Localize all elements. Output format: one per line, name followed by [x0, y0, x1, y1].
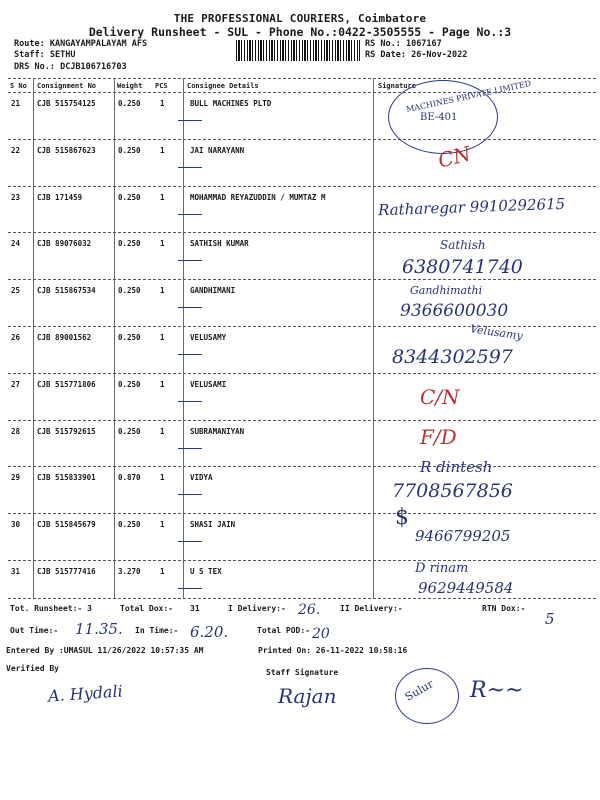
row-25-signature: Gandhimathi — [410, 284, 483, 297]
col-divider — [373, 78, 374, 598]
row-sno: 21 — [11, 99, 21, 108]
delivery-tick-mark — [178, 167, 202, 168]
staff-signature-scribble: R~~ — [470, 678, 524, 703]
printed-on: Printed On: 26-11-2022 10:58:16 — [258, 646, 408, 655]
company-title: THE PROFESSIONAL COURIERS, Coimbatore — [173, 12, 427, 25]
col-divider — [33, 78, 34, 598]
ii-delivery-label: II Delivery:- — [340, 604, 403, 613]
delivery-tick-mark — [178, 260, 202, 261]
row-consignment: CJB 515845679 — [37, 520, 96, 530]
row-sno: 25 — [11, 286, 21, 296]
row-pcs: 1 — [160, 520, 165, 530]
staff-value: SETHU — [49, 50, 76, 60]
row-pcs: 1 — [160, 567, 165, 576]
runsheet-title: Delivery Runsheet - SUL - Phone No.:0422-3505555 - Page No.:3 — [88, 25, 512, 39]
row-pcs: 1 — [160, 286, 165, 296]
total-pod-label: Total POD:- — [257, 626, 310, 635]
row-consignment: CJB 515792615 — [37, 426, 96, 436]
in-time-value: 6.20. — [190, 623, 229, 641]
row-consignment: CJB 515771806 — [37, 379, 96, 389]
row-weight: 0.250 — [118, 426, 141, 436]
row-consignee: GANDHIMANI — [190, 286, 236, 296]
row-divider — [8, 186, 596, 187]
row-weight: 0.250 — [118, 99, 141, 108]
col-signature: Signature — [378, 82, 416, 90]
row-29-phone: 7708567856 — [392, 480, 513, 502]
out-time-label: Out Time:- — [10, 626, 59, 635]
row-21-mark: CN — [435, 141, 474, 173]
row-28-mark: F/D — [420, 425, 457, 449]
table-bottom-rule — [8, 598, 596, 599]
staff-label: Staff: — [14, 50, 45, 60]
row-27-mark: C/N — [420, 385, 460, 409]
rtn-dox-label: RTN Dox:- — [482, 604, 526, 613]
row-31-phone: 9629449584 — [418, 579, 514, 597]
row-sno: 26 — [11, 333, 21, 342]
row-30-scribble-icon: $ — [395, 505, 409, 530]
staff-line — [14, 50, 75, 60]
col-consignee: Consignee Details — [187, 82, 259, 90]
row-31-signature: D rinam — [415, 561, 469, 576]
row-divider — [8, 139, 596, 140]
out-time-value: 11.35. — [75, 620, 123, 638]
row-divider — [8, 560, 596, 561]
drs-line — [14, 62, 127, 72]
verified-by-label: Verified By — [6, 664, 59, 673]
row-consignee: JAI NARAYANN — [190, 145, 245, 155]
company-stamp-text: MACHINES PRIVATE LIMITED — [405, 78, 532, 115]
row-pcs: 1 — [160, 99, 165, 108]
row-pcs: 1 — [160, 239, 165, 249]
staff-signature-label: Staff Signature — [266, 668, 339, 677]
entered-by: Entered By :UMASUL 11/26/2022 10:57:35 AM — [6, 646, 204, 655]
row-weight: 3.270 — [118, 567, 141, 576]
delivery-tick-mark — [178, 494, 202, 495]
col-pcs: PCS — [155, 82, 168, 90]
row-divider — [8, 232, 596, 233]
row-pcs: 1 — [160, 473, 165, 483]
row-consignee: SATHISH KUMAR — [190, 239, 249, 249]
i-delivery-label: I Delivery:- — [228, 604, 286, 613]
row-consignee: SUBRAMANIYAN — [190, 426, 245, 436]
delivery-tick-mark — [178, 588, 202, 589]
rs-date-label: RS Date: — [365, 50, 406, 60]
row-weight: 0.870 — [118, 473, 141, 483]
row-consignee: VIDYA — [190, 473, 213, 483]
col-weight: Weight — [117, 82, 143, 90]
rs-no-label: RS No.: — [365, 39, 401, 49]
drs-value: DCJB106716703 — [60, 62, 127, 72]
row-weight: 0.250 — [118, 286, 141, 296]
barcode — [236, 40, 360, 61]
row-divider — [8, 466, 596, 467]
col-divider — [183, 78, 184, 598]
row-29-signature: R dintesh — [420, 458, 493, 476]
rs-date-line — [365, 50, 467, 60]
row-weight: 0.250 — [118, 145, 141, 155]
row-divider — [8, 279, 596, 280]
row-consignment: CJB 515754125 — [37, 99, 96, 108]
row-sno: 30 — [11, 520, 21, 530]
row-weight: 0.250 — [118, 520, 141, 530]
total-dox-label: Total Dox:- — [120, 604, 173, 613]
row-26-signature: Velusamy — [469, 322, 524, 343]
row-consignment: CJB 515867534 — [37, 286, 96, 296]
route-label: Route: — [14, 39, 45, 49]
row-divider — [8, 420, 596, 421]
row-25-phone: 9366600030 — [400, 301, 509, 321]
row-weight: 0.250 — [118, 239, 141, 249]
staff-signature: Rajan — [278, 684, 337, 708]
i-delivery-value: 26. — [298, 602, 321, 618]
row-26-phone: 8344302597 — [392, 346, 513, 368]
delivery-tick-mark — [178, 307, 202, 308]
row-consignment: CJB 171459 — [37, 192, 83, 202]
row-consignment: CJB 515833901 — [37, 473, 96, 483]
delivery-tick-mark — [178, 541, 202, 542]
rtn-dox-value: 5 — [545, 610, 555, 628]
branch-stamp-text: Sulur — [402, 677, 436, 704]
row-sno: 23 — [11, 192, 21, 202]
row-pcs: 1 — [160, 145, 165, 155]
verified-by-signature: A. Hydali — [47, 681, 124, 706]
delivery-tick-mark — [178, 448, 202, 449]
row-sno: 22 — [11, 145, 21, 155]
row-consignment: CJB 89076032 — [37, 239, 92, 249]
rs-date-value: 26-Nov-2022 — [411, 50, 468, 60]
row-pcs: 1 — [160, 333, 165, 342]
col-sno: S No — [10, 82, 27, 90]
row-sno: 27 — [11, 379, 21, 389]
row-pcs: 1 — [160, 379, 165, 389]
row-consignee: BULL MACHINES PLTD — [190, 99, 272, 108]
row-consignee: MOHAMMAD REYAZUDDIN / MUMTAZ M — [190, 192, 326, 202]
row-consignment: CJB 515777416 — [37, 567, 96, 576]
row-sno: 28 — [11, 426, 21, 436]
row-weight: 0.250 — [118, 379, 141, 389]
total-dox-value: 31 — [190, 604, 200, 613]
row-consignee: VELUSAMY — [190, 333, 227, 342]
row-consignee: SHASI JAIN — [190, 520, 236, 530]
table-top-rule — [8, 78, 596, 79]
row-30-phone: 9466799205 — [415, 527, 511, 545]
route-value: KANGAYAMPALAYAM AFS — [49, 39, 148, 49]
col-divider — [114, 78, 115, 598]
company-stamp-code: BE-401 — [420, 112, 458, 123]
drs-label: DRS No.: — [14, 62, 55, 72]
row-sno: 29 — [11, 473, 21, 483]
row-sno: 24 — [11, 239, 21, 249]
delivery-tick-mark — [178, 120, 202, 121]
row-24-signature: Sathish — [440, 238, 486, 252]
row-consignee: VELUSAMI — [190, 379, 227, 389]
delivery-tick-mark — [178, 354, 202, 355]
row-divider — [8, 373, 596, 374]
tot-runsheet: Tot. Runsheet:- 3 — [10, 604, 92, 613]
row-weight: 0.250 — [118, 192, 141, 202]
row-consignment: CJB 89001562 — [37, 333, 92, 342]
rs-no-value: 1067167 — [405, 39, 442, 49]
row-pcs: 1 — [160, 426, 165, 436]
col-consignment: Consignment No — [37, 82, 97, 90]
row-consignee: U S TEX — [190, 567, 222, 576]
row-24-phone: 6380741740 — [402, 256, 523, 278]
row-sno: 31 — [11, 567, 21, 576]
row-consignment: CJB 515867623 — [37, 145, 96, 155]
delivery-tick-mark — [178, 214, 202, 215]
rs-no-line — [365, 39, 442, 49]
row-divider — [8, 513, 596, 514]
in-time-label: In Time:- — [135, 626, 179, 635]
row-weight: 0.250 — [118, 333, 141, 342]
row-pcs: 1 — [160, 192, 165, 202]
delivery-tick-mark — [178, 401, 202, 402]
total-pod-value: 20 — [312, 626, 330, 642]
route-line — [14, 39, 147, 49]
row-23-signature: Ratharegar 9910292615 — [377, 194, 566, 220]
